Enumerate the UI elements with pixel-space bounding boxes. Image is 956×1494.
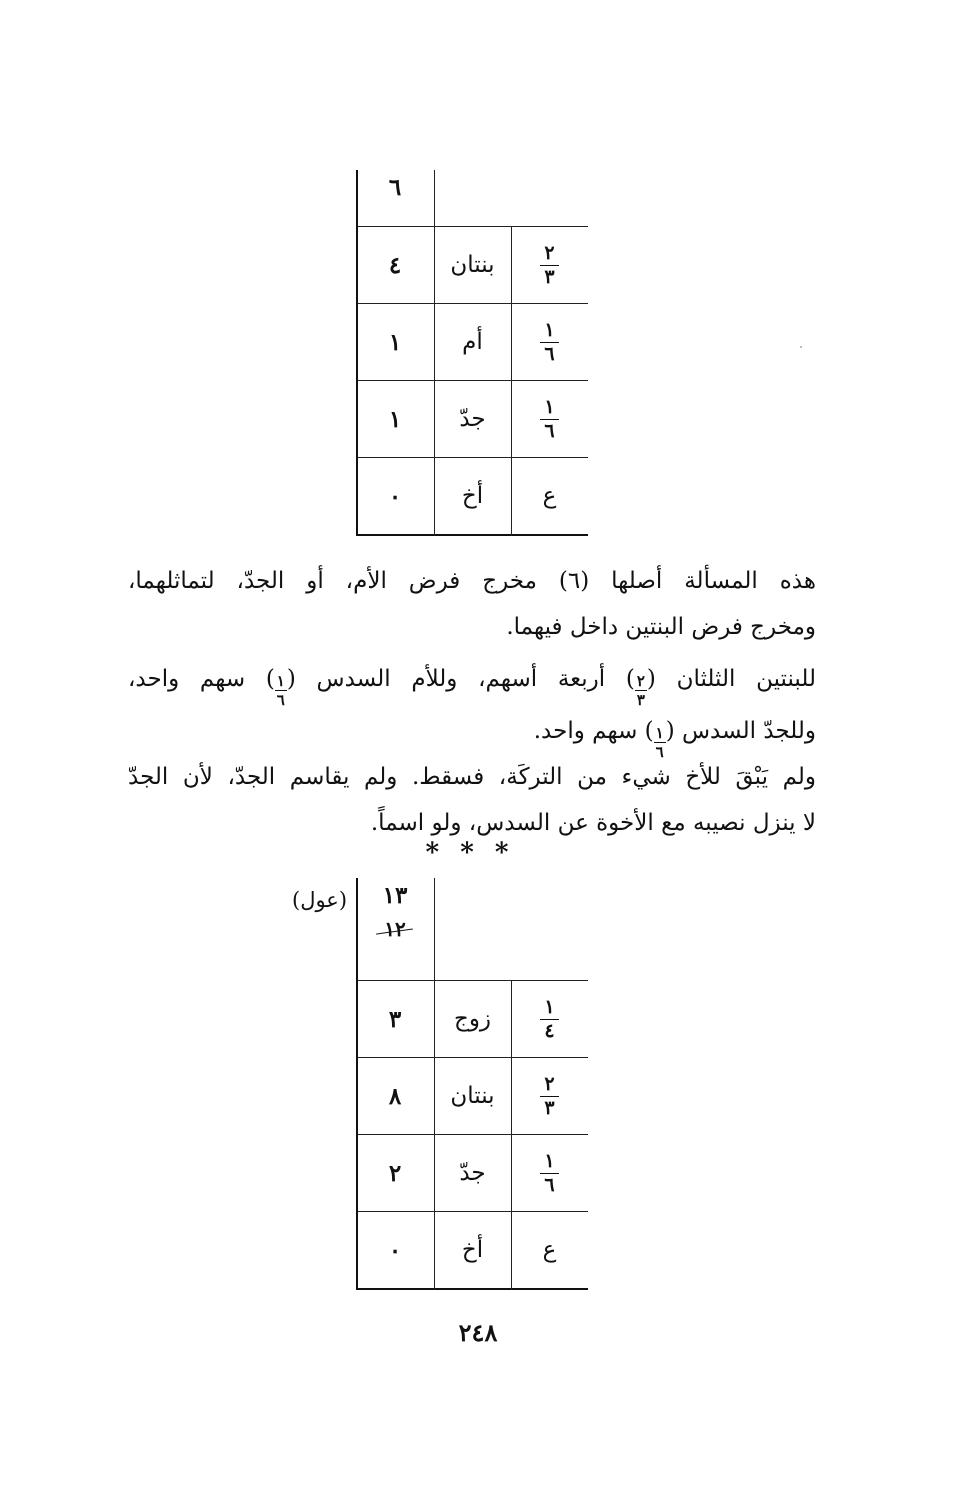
inheritance-table-2	[356, 878, 588, 1290]
table-border	[356, 170, 358, 536]
portion: ٠	[388, 482, 402, 510]
share	[511, 1135, 588, 1211]
heir: أخ	[461, 1237, 484, 1263]
share-fraction: $\frac{١}{٤}$	[540, 998, 558, 1041]
table-header-row	[356, 878, 588, 980]
share	[511, 981, 588, 1057]
heir: بنتان	[450, 252, 495, 278]
table-divider	[511, 226, 512, 536]
base-total: ٦	[388, 174, 402, 201]
table-divider	[511, 980, 512, 1290]
table-row	[356, 304, 588, 381]
share-fraction: $\frac{١}{٦}$	[540, 321, 558, 364]
share	[511, 227, 588, 303]
table-row	[356, 1212, 588, 1290]
text-line: وللجدّ السدس ( $\frac{١}{٦}$ ) سهم واحد.	[533, 718, 816, 761]
heir: بنتان	[450, 1083, 495, 1109]
portion: ٤	[388, 251, 402, 279]
heir: جدّ	[459, 1160, 486, 1186]
page-number: ٢٤٨	[458, 1318, 498, 1347]
base-total	[356, 878, 434, 984]
share-fraction: $\frac{٢}{٣}$	[540, 244, 558, 287]
heir: أخ	[461, 483, 484, 509]
text-line: ولم يَبْقَ للأخ شيء من التركَة، فسقط. ولم يقاسم الجدّ، لأن الجدّ	[128, 764, 816, 790]
table-divider	[434, 170, 435, 536]
text-line: هذه المسألة أصلها (٦) مخرج فرض الأم، أو الجدّ، لتماثلهما،	[128, 568, 816, 594]
table-row	[356, 381, 588, 458]
heir: أم	[462, 329, 483, 355]
portion: ١	[388, 405, 402, 433]
text-line: لا ينزل نصيبه مع الأخوة عن السدس، ولو اسماً.	[370, 810, 816, 836]
table-row	[356, 1058, 588, 1135]
table-divider	[434, 878, 435, 1290]
table-row	[356, 1135, 588, 1212]
share-fraction: $\frac{٢}{٣}$	[540, 1075, 558, 1118]
paragraph-1	[128, 558, 816, 650]
heir: زوج	[453, 1006, 492, 1032]
share	[511, 304, 588, 380]
share	[511, 381, 588, 457]
share-fraction: $\frac{١}{٦}$	[540, 1152, 558, 1195]
adjusted-total: ١٣	[382, 882, 408, 909]
share	[511, 1058, 588, 1134]
portion: ١	[388, 328, 402, 356]
portion: ٢	[388, 1159, 402, 1187]
portion: ٨	[388, 1082, 402, 1110]
inline-fraction: $\frac{١}{٦}$	[655, 724, 664, 761]
table-header-row	[356, 170, 588, 226]
text-line: ومخرج فرض البنتين داخل فيهما.	[506, 614, 816, 640]
paragraph-3	[128, 754, 816, 846]
awl-label: (عول)	[292, 888, 348, 912]
table-border	[356, 878, 358, 1290]
paragraph-2	[128, 656, 816, 760]
section-separator: * * *	[425, 838, 515, 868]
inheritance-table-1	[356, 170, 588, 536]
original-total-struck: ١٢	[384, 916, 406, 941]
inline-fraction: $\frac{٢}{٣}$	[636, 672, 645, 709]
share-residue: ع	[542, 1237, 557, 1263]
share-residue: ع	[542, 483, 557, 509]
text-line: للبنتين الثلثان ( $\frac{٢}{٣}$ ) أربعة أسهم، وللأم السدس ( $\frac{١}{٦}$ ) سهم واحد،	[128, 666, 816, 709]
scan-speck	[800, 346, 802, 348]
table-row	[356, 458, 588, 536]
share-fraction: $\frac{١}{٦}$	[540, 398, 558, 441]
table-row	[356, 226, 588, 304]
table-row	[356, 980, 588, 1058]
portion: ٣	[388, 1005, 402, 1033]
inline-fraction: $\frac{١}{٦}$	[276, 672, 285, 709]
heir: جدّ	[459, 406, 486, 432]
portion: ٠	[388, 1236, 402, 1264]
